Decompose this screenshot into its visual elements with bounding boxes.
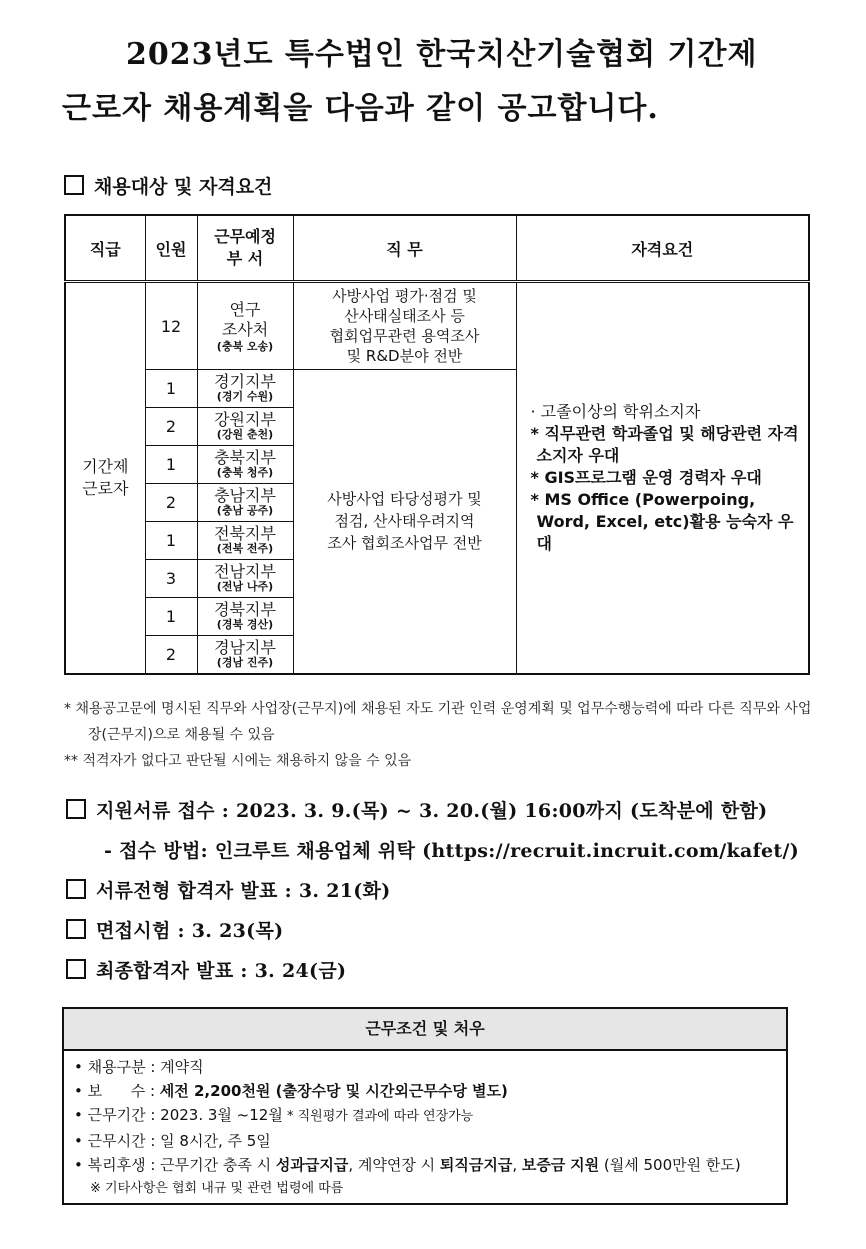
page-title [62,28,822,136]
qualification-cell: · 고졸이상의 학위소지자 * 직무관련 학과졸업 및 해당관련 자격소지자 우대 * GIS프로그램 운영 경력자 우대 * MS Office (Powerpoing, Word, Excel, etc)활용 능숙자 우대 [516,282,809,674]
count-cell: 2 [145,484,197,522]
checkbox-square-icon [64,175,84,195]
header-rank: 직급 [65,215,145,282]
table-notes [64,696,814,774]
note-1: * 채용공고문에 명시된 직무와 사업장(근무지)에 채용된 자도 기관 인력 운영계획 및 업무수행능력에 따라 다른 직무와 사업장(근무지)으로 채용될 수 있음 [64,701,812,743]
note-2: ** 적격자가 없다고 판단될 시에는 채용하지 않을 수 있음 [64,753,412,769]
dept-cell: 충북지부 (충북 청주) [197,446,293,484]
dept-cell: 전남지부 (전남 나주) [197,560,293,598]
count-cell: 2 [145,408,197,446]
conditions-header: 근무조건 및 처우 [64,1009,786,1051]
condition-hours: • 근무시간 : 일 8시간, 주 5일 [74,1132,271,1150]
header-duty: 직 무 [293,215,516,282]
dept-cell: 충남지부 (충남 공주) [197,484,293,522]
schedule-application: 지원서류 접수 : 2023. 3. 9.(목) ~ 3. 20.(월) 16:00까지 (도착분에 한함) [66,796,767,823]
count-cell: 12 [145,282,197,370]
schedule-document-result: 서류전형 합격자 발표 : 3. 21(화) [66,876,390,903]
schedule-application-method: - 접수 방법: 인크루트 채용업체 위탁 (https://recruit.incruit.com/kafet/) [104,840,800,862]
title-line-2: 근로자 채용계획을 다음과 같이 공고합니다. [62,91,659,126]
dept-cell: 연구 조사처 (충북 오송) [197,282,293,370]
section-heading-eligibility: 채용대상 및 자격요건 [64,172,272,199]
count-cell: 1 [145,598,197,636]
schedule-final-result: 최종합격자 발표 : 3. 24(금) [66,956,346,983]
condition-employment-type: • 채용구분 : 계약직 [74,1058,204,1076]
condition-period: • 근무기간 : 2023. 3월 ~12월 * 직원평가 결과에 따라 연장가능 [74,1106,474,1124]
table-header-row [65,215,809,282]
dept-cell: 경기지부 (경기 수원) [197,370,293,408]
header-dept: 근무예정 부 서 [197,215,293,282]
count-cell: 1 [145,446,197,484]
checkbox-square-icon [66,919,86,939]
header-qualification: 자격요건 [516,215,809,282]
checkbox-square-icon [66,959,86,979]
condition-benefits: • 복리후생 : 근무기간 충족 시 성과급지급, 계약연장 시 퇴직금지급, 보증금 지원 (월세 500만원 한도) [74,1156,741,1174]
conditions-body [64,1051,786,1203]
duty-cell-branches: 사방사업 타당성평가 및 점검, 산사태우려지역 조사 협회조사업무 전반 [293,370,516,674]
count-cell: 3 [145,560,197,598]
checkbox-square-icon [66,879,86,899]
dept-cell: 경북지부 (경북 경산) [197,598,293,636]
recruitment-table [64,214,810,675]
count-cell: 1 [145,370,197,408]
count-cell: 1 [145,522,197,560]
work-conditions-box [62,1007,788,1205]
checkbox-square-icon [66,799,86,819]
table-row [65,282,809,370]
header-count: 인원 [145,215,197,282]
dept-cell: 전북지부 (전북 전주) [197,522,293,560]
title-line-1: 2023년도 특수법인 한국치산기술협회 기간제 [126,37,758,72]
schedule-interview: 면접시험 : 3. 23(목) [66,916,283,943]
condition-salary: • 보 수 : 세전 2,200천원 (출장수당 및 시간외근무수당 별도) [74,1082,508,1100]
dept-cell: 경남지부 (경남 진주) [197,636,293,674]
rank-cell: 기간제 근로자 [65,282,145,674]
duty-cell-research: 사방사업 평가·점검 및 산사태실태조사 등 협회업무관련 용역조사 및 R&D분야 전반 [293,282,516,370]
dept-cell: 강원지부 (강원 춘천) [197,408,293,446]
count-cell: 2 [145,636,197,674]
condition-footnote: ※ 기타사항은 협회 내규 및 관련 법령에 따름 [90,1181,344,1196]
